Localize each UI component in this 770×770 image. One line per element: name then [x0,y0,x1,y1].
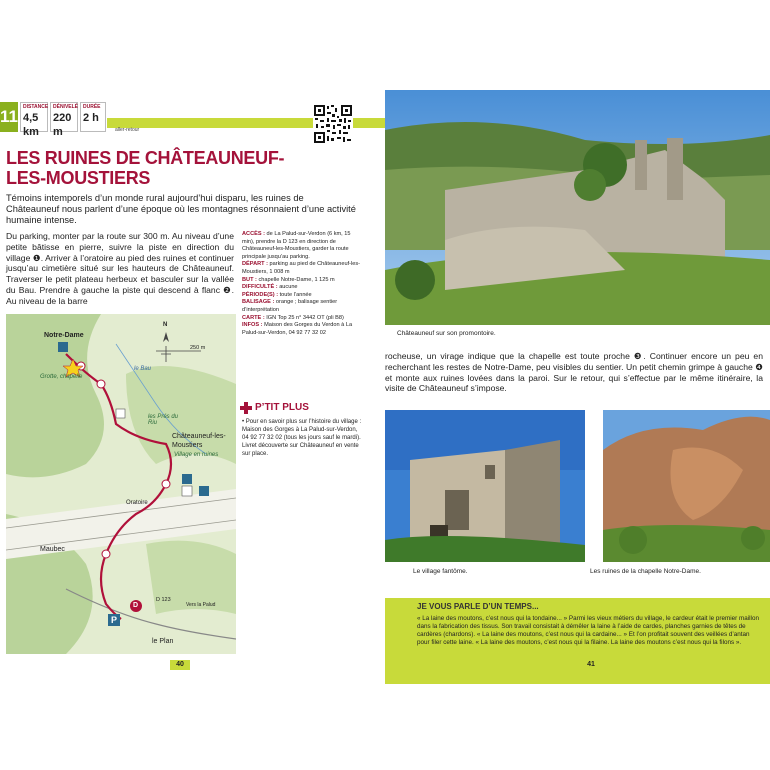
info-key: ACCÈS : [242,231,265,237]
info-key: INFOS : [242,322,263,329]
caption-village: Le village fantôme. [413,568,468,575]
title-line-1: LES RUINES DE CHÂTEAUNEUF- [6,148,285,168]
page-number-left: 40 [170,660,190,670]
map-label-village: Village en ruines [174,452,219,458]
info-item-acces [242,231,362,261]
ptit-plus-header [238,402,368,414]
info-box-je-vous-parle [385,598,770,684]
photo-chateauneuf [385,90,770,325]
route-number: 11 [0,102,18,132]
stat-label: DISTANCE [23,104,49,110]
map-label-grotte: Grotte, chapelle [40,374,83,380]
info-text: de La Palud-sur-Verdon (6 km, 15 min), prendre la D 123 en direction de Châteauneuf-les-Moustiers, garder la route principale jusqu’au parking. [242,231,351,260]
map-label-plan: le Plan [152,638,174,645]
photo-chapelle [603,410,770,562]
info-text: chapelle Notre-Dame, 1 125 m [256,276,335,283]
info-key: DIFFICULTÉ : [242,284,278,291]
map-label-maubec: Maubec [40,546,65,553]
info-text: IGN Top 25 n° 3442 OT (pli B8) [264,314,344,321]
strip-label: aller-retour [115,127,140,133]
stat-duree [80,102,106,132]
map-north: N [163,322,168,328]
info-item-carte [242,315,362,323]
info-item-infos [242,322,362,337]
stat-distance [20,102,49,138]
info-key: PÉRIODE(S) : [242,291,279,298]
plus-icon [240,402,252,414]
info-text: parking au pied de Châteauneuf-les-Moustiers, 1 008 m [242,261,361,275]
stat-label: DURÉE [83,104,101,110]
ptit-plus-title: P’TIT PLUS [255,402,309,413]
map-label-bau: le Bau [134,366,152,372]
stat-value: 220 m [53,112,72,138]
qr-code-icon[interactable] [313,104,353,144]
info-item-periode [242,292,362,300]
box-title: JE VOUS PARLE D’UN TEMPS... [417,602,539,611]
info-item-depart [242,261,362,276]
body-text: Du parking, monter par la route sur 300 m. Au niveau d’une petite bâtisse en pierre, suivre la piste en direction du village ❶. Arriver à l’oratoire au pied des ruines et continuer jusqu’au cimetière situé sur les hauteurs de Châteauneuf. Traverser le petit plateau herbeux et basculer sur la vallée du Bau. Prendre à gauche la piste qui descend à flanc ❷. Au niveau de la barre [6,231,234,306]
map-label-pres: les Prés du Riu [148,414,179,426]
info-item-balisage [242,299,362,314]
map-label-notre-dame: Notre-Dame [44,332,84,339]
info-key: BALISAGE : [242,299,275,306]
route-map[interactable] [6,314,236,654]
info-key: CARTE : [242,314,265,321]
box-text: « La laine des moutons, c’est nous qui la tondaine... » Parmi les vieux métiers du village, le cardeur était le premier maillon dans la fabrication des tissus. Son travail consistait à démêler la laine à l’aide de cardes, planches garnies de têtes de cardères (chardons). « La laine des moutons, c’est nous qui la cardaine... » Et l’on profitait souvent des veillées d’antan pour filer cette laine. « La laine des moutons, c’est nous qui la filaine. La laine des moutons c’est nous qui la filons ». [417,615,759,646]
info-text: toute l’année [278,291,312,298]
stat-value: 4,5 km [23,112,39,138]
info-block [242,231,362,337]
caption-chateauneuf: Châteauneuf sur son promontoire. [397,330,496,337]
info-text: orange ; balisage sentier d’interprétation [242,299,338,313]
info-text: Maison des Gorges du Verdon à La Palud-sur-Verdon, 04 92 77 32 02 [242,322,353,336]
ptit-plus-text: • Pour en savoir plus sur l’histoire du village : Maison des Gorges à La Palud-sur-Verdon, 04 92 77 32 02 (tous les jours sauf le mardi). Livret découverte sur Châteauneuf en vente sur place. [242,419,362,457]
map-label-oratoire: Oratoire [126,500,148,506]
info-key: DÉPART : [242,261,268,268]
map-scale: 250 m [190,345,206,351]
map-label-vers: Vers la Palud [186,602,216,608]
page-title [6,148,306,188]
info-text: aucune [277,284,298,291]
stat-label: DÉNIVELÉ [53,104,79,110]
right-page [385,88,770,684]
depart-marker: D [133,602,139,609]
stat-value: 2 h [83,112,99,124]
body-text-continued: rocheuse, un virage indique que la chapelle est toute proche ❸. Continuer encore un peu en recherchant les restes de Notre-Dame, peu visibles du sentier. Un petit chemin grimpe à gauche ❹ et monte aux ruines lovées dans la paroi. Sur le retour, qui s’effectue par le même itinéraire, la visite de Châteauneuf s’impose. [385,351,763,394]
map-label-chateauneuf: Châteauneuf-les-Moustiers [172,433,226,449]
page-number-right: 41 [587,661,595,668]
title-line-2: LES-MOUSTIERS [6,168,151,188]
info-key: BUT : [242,276,257,283]
info-item-difficulte [242,284,362,292]
lead-paragraph: Témoins intemporels d’un monde rural aujourd’hui disparu, les ruines de Châteauneuf nous parlent d’une époque où les montagnes résonnaient d’une activité humaine intense. [6,193,356,225]
photo-village-fantome [385,410,585,562]
left-page [0,88,385,684]
map-label-d123: D 123 [156,597,171,603]
stat-denivele [50,102,79,138]
parking-icon: P [111,615,118,625]
caption-chapelle: Les ruines de la chapelle Notre-Dame. [590,568,701,575]
